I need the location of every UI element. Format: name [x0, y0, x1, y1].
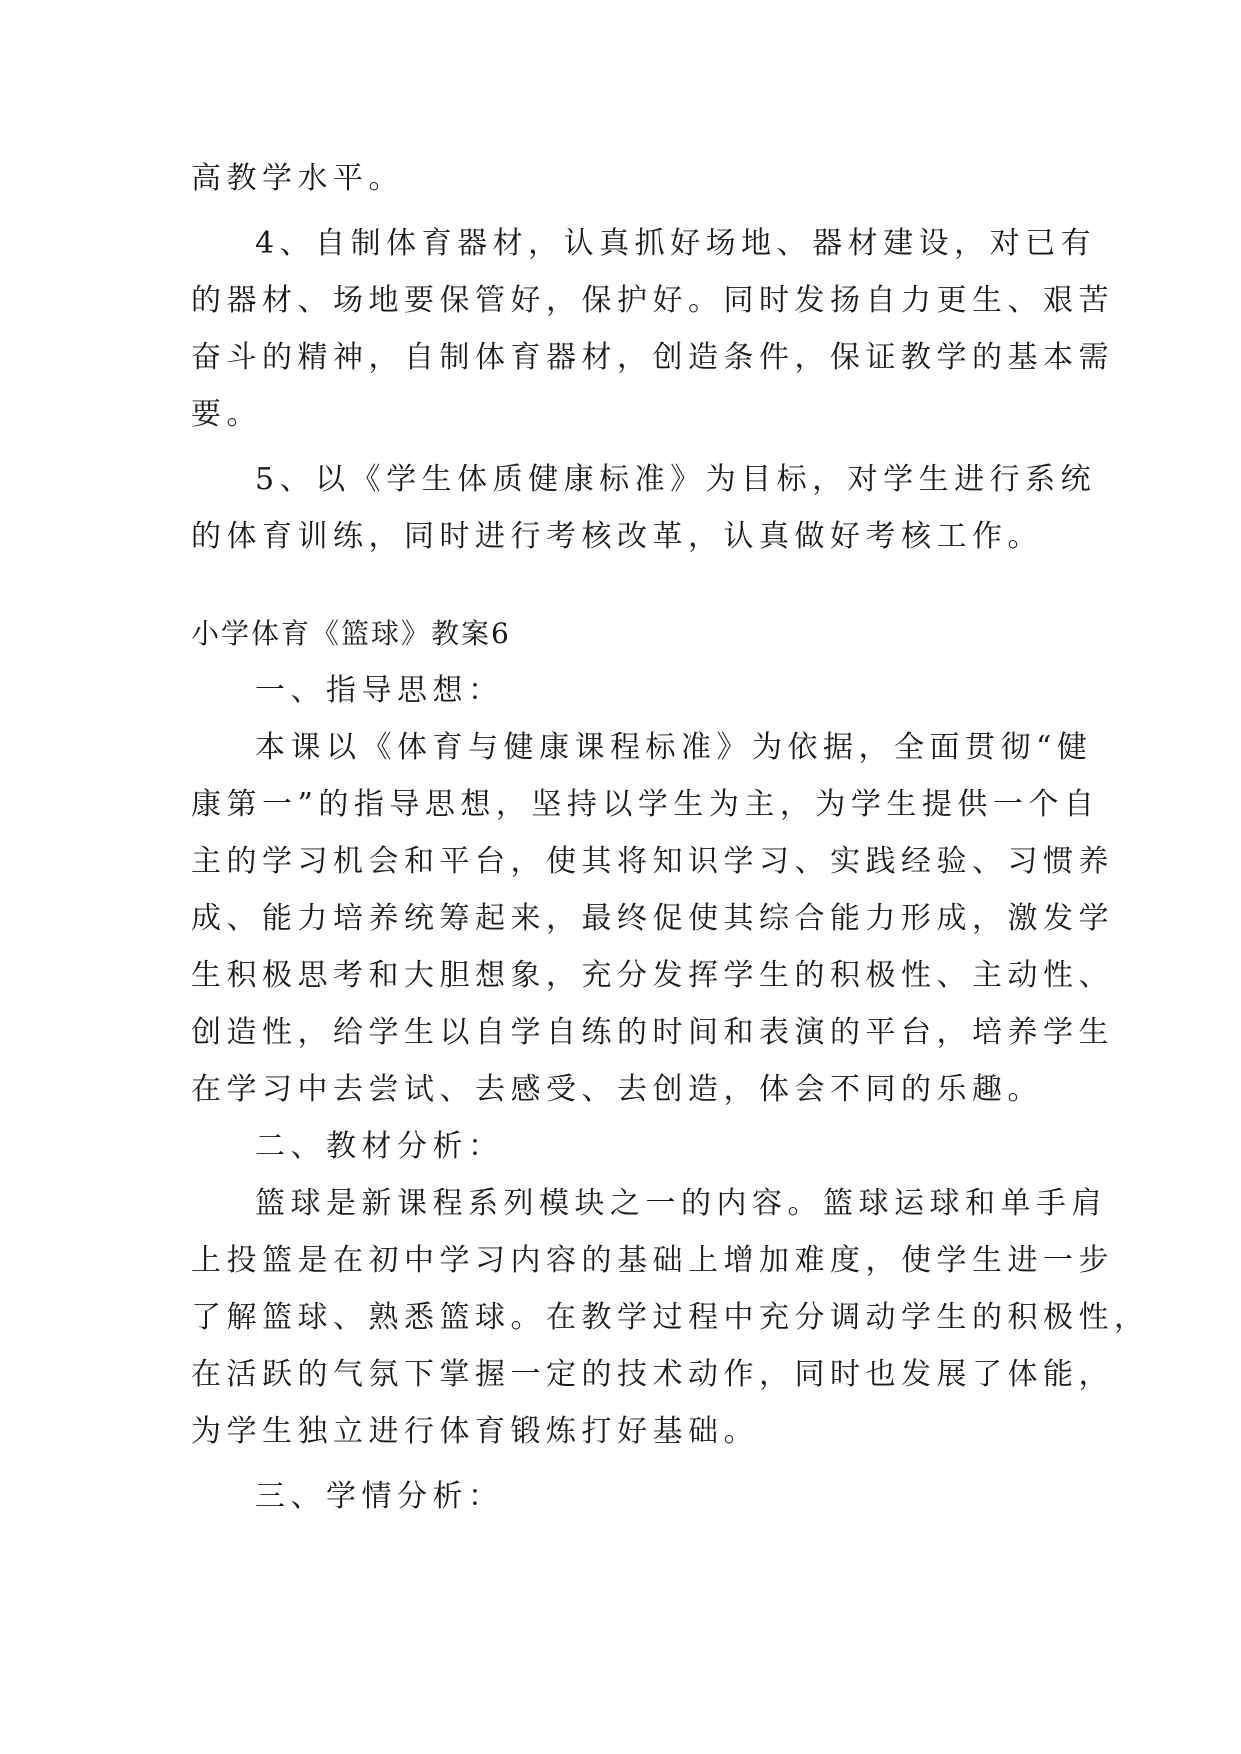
item-5 — [191, 451, 1097, 565]
paragraph-line: 康第一”的指导思想，坚持以学生为主，为学生提供一个自 — [191, 787, 1100, 822]
paragraph-line: 本课以《体育与健康课程标准》为依据，全面贯彻“健 — [255, 730, 1093, 765]
paragraph-line: 了解篮球、熟悉篮球。在教学过程中充分调动学生的积极性， — [191, 1300, 1150, 1335]
heading-guiding-thought: 一、指导思想： — [255, 673, 504, 708]
paragraph-line: 在活跃的气氛下掌握一定的技术动作，同时也发展了体能， — [191, 1357, 1114, 1392]
paragraph-line: 成、能力培养统筹起来，最终促使其综合能力形成，激发学 — [191, 901, 1114, 936]
document-page — [191, 150, 1150, 1525]
item-4-line: 要。 — [191, 397, 262, 432]
heading-material-analysis: 二、教材分析： — [255, 1129, 504, 1164]
material-paragraph — [191, 1175, 1150, 1460]
paragraph-line: 创造性，给学生以自学自练的时间和表演的平台，培养学生 — [191, 1015, 1114, 1050]
paragraph-line: 生积极思考和大胆想象，充分发挥学生的积极性、主动性、 — [191, 958, 1114, 993]
paragraph-line: 在学习中去尝试、去感受、去创造，体会不同的乐趣。 — [191, 1072, 1043, 1107]
item-5-line: 5、以《学生体质健康标准》为目标，对学生进行系统 — [255, 462, 1097, 497]
section-title: 小学体育《篮球》教案6 — [191, 617, 511, 650]
item-4-line: 4、自制体育器材，认真抓好场地、器材建设，对已有 — [255, 226, 1097, 261]
paragraph-line: 为学生独立进行体育锻炼打好基础。 — [191, 1414, 759, 1449]
item-5-line: 的体育训练，同时进行考核改革，认真做好考核工作。 — [191, 519, 1043, 554]
paragraph-line: 篮球是新课程系列模块之一的内容。篮球运球和单手肩 — [255, 1186, 1107, 1221]
guiding-paragraph — [191, 719, 1114, 1118]
item-4-line: 的器材、场地要保管好，保护好。同时发扬自力更生、艰苦 — [191, 283, 1114, 318]
paragraph-line: 上投篮是在初中学习内容的基础上增加难度，使学生进一步 — [191, 1243, 1114, 1278]
paragraph-tail: 高教学水平。 — [191, 161, 404, 196]
paragraph-line: 主的学习机会和平台，使其将知识学习、实践经验、习惯养 — [191, 844, 1114, 879]
item-4-line: 奋斗的精神，自制体育器材，创造条件，保证教学的基本需 — [191, 340, 1114, 375]
item-4 — [191, 215, 1114, 443]
heading-student-analysis: 三、学情分析： — [255, 1479, 504, 1514]
